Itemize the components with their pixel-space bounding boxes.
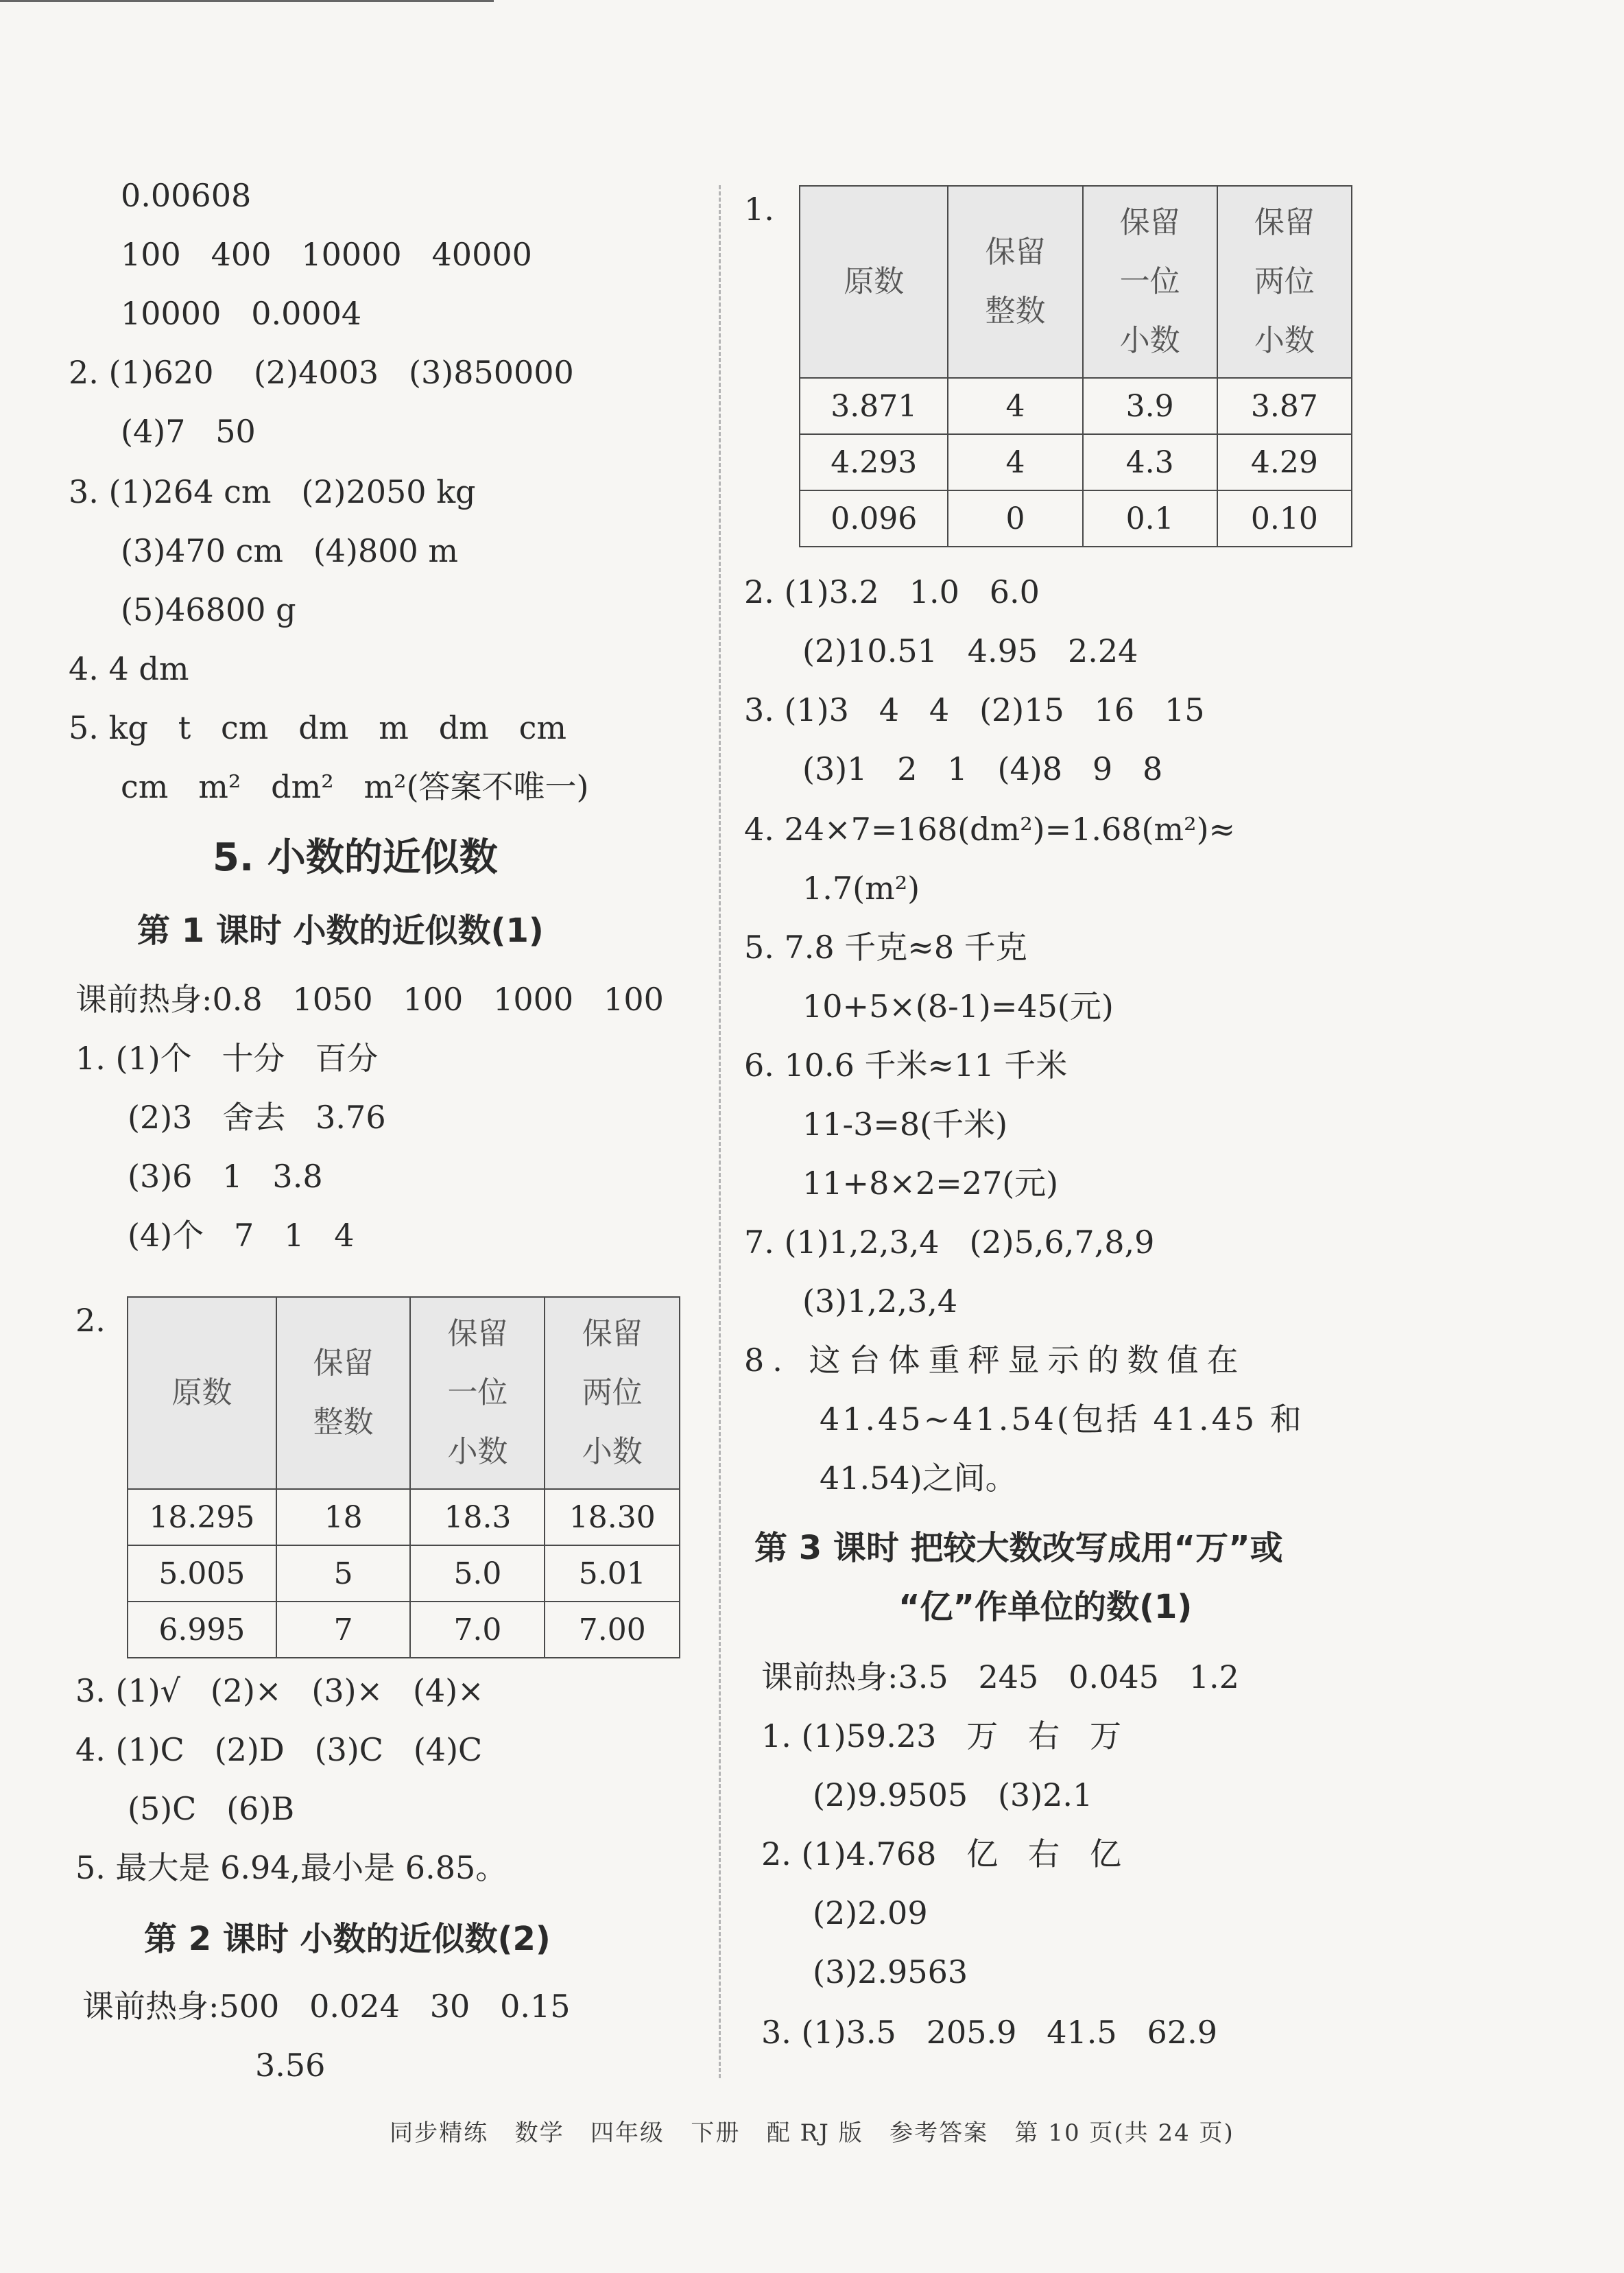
answer-line: (5)C (6)B — [128, 1790, 295, 1827]
table-cell: 7.00 — [545, 1602, 680, 1658]
question-number: 2. — [75, 1302, 106, 1339]
answer-line: 1. (1)59.23 万 右 万 — [761, 1717, 1121, 1754]
table-header: 原数 — [800, 186, 948, 378]
answer-line: 41.54)之间。 — [820, 1460, 1017, 1497]
table-row — [128, 1545, 680, 1602]
table-cell: 18.30 — [545, 1489, 680, 1545]
table-cell: 5.0 — [410, 1545, 545, 1602]
table-header-text: 保留 两位 小数 — [582, 1316, 643, 1469]
answer-line: cm m² dm² m²(答案不唯一) — [121, 768, 589, 805]
table-row — [128, 1489, 680, 1545]
table-cell: 0.096 — [800, 490, 948, 547]
table-cell: 4 — [948, 434, 1082, 490]
lesson-title: 第 3 课时 把较大数改写成用“万”或 — [754, 1529, 1283, 1567]
answer-line: 11+8×2=27(元) — [802, 1165, 1059, 1202]
answer-line: (2)9.9505 (3)2.1 — [813, 1776, 1093, 1813]
answer-line: 0.00608 — [121, 177, 252, 214]
answer-line: (3)1,2,3,4 — [802, 1283, 958, 1320]
answer-line: 2. (1)4.768 亿 右 亿 — [761, 1835, 1121, 1872]
top-rule — [0, 0, 494, 2]
answer-line: (2)2.09 — [813, 1894, 928, 1931]
answer-line: 11-3=8(千米) — [802, 1106, 1008, 1143]
table-header — [948, 186, 1082, 378]
table-header-text: 保留 整数 — [985, 235, 1046, 329]
table-cell: 4.3 — [1083, 434, 1217, 490]
table-cell: 0.1 — [1083, 490, 1217, 547]
answer-line: 课前热身:500 0.024 30 0.15 — [82, 1988, 571, 2025]
answer-line: 1. (1)个 十分 百分 — [75, 1040, 379, 1077]
table-cell: 3.871 — [800, 378, 948, 434]
answer-line: 7. (1)1,2,3,4 (2)5,6,7,8,9 — [744, 1224, 1155, 1261]
table-cell: 7 — [276, 1602, 411, 1658]
page-footer: 同步精练 数学 四年级 下册 配 RJ 版 参考答案 第 10 页(共 24 页) — [390, 2119, 1234, 2147]
table-cell: 4.293 — [800, 434, 948, 490]
answer-line: 3. (1)√ (2)× (3)× (4)× — [75, 1672, 484, 1709]
answer-line: (2)3 舍去 3.76 — [128, 1099, 386, 1136]
answer-line: 6. 10.6 千米≈11 千米 — [744, 1047, 1068, 1084]
answer-line: 41.45~41.54(包括 41.45 和 — [820, 1401, 1304, 1438]
answer-line: 4. 24×7=168(dm²)=1.68(m²)≈ — [744, 811, 1236, 848]
answer-line: 5. 7.8 千克≈8 千克 — [744, 929, 1027, 966]
table-header — [1217, 186, 1352, 378]
answer-line: 2. (1)3.2 1.0 6.0 — [744, 573, 1040, 610]
answer-line: 4. (1)C (2)D (3)C (4)C — [75, 1731, 483, 1768]
answer-line: 8. 这台体重秤显示的数值在 — [744, 1342, 1247, 1379]
table-cell: 0.10 — [1217, 490, 1352, 547]
answer-line: 3. (1)3 4 4 (2)15 16 15 — [744, 691, 1205, 728]
answer-line: 2. (1)620 (2)4003 (3)850000 — [69, 354, 574, 391]
table-cell: 18.295 — [128, 1489, 276, 1545]
answer-line: (3)1 2 1 (4)8 9 8 — [802, 750, 1163, 787]
answer-line: (3)6 1 3.8 — [128, 1158, 323, 1195]
answer-line: 100 400 10000 40000 — [121, 236, 532, 273]
answer-line: 3. (1)264 cm (2)2050 kg — [69, 473, 476, 510]
column-divider — [719, 185, 721, 2078]
table-cell: 3.87 — [1217, 378, 1352, 434]
table-cell: 5.005 — [128, 1545, 276, 1602]
table-header — [410, 1297, 545, 1489]
table-cell: 5.01 — [545, 1545, 680, 1602]
table-cell: 4 — [948, 378, 1082, 434]
answer-line: 4. 4 dm — [69, 650, 189, 687]
table-cell: 0 — [948, 490, 1082, 547]
table-row — [800, 378, 1352, 434]
answer-line: (4)7 50 — [121, 413, 256, 450]
answer-line: (3)2.9563 — [813, 1953, 968, 1990]
answer-line: 课前热身:0.8 1050 100 1000 100 — [75, 981, 664, 1018]
answer-line: 10000 0.0004 — [121, 295, 362, 332]
rounding-table — [127, 1296, 680, 1658]
table-row — [800, 434, 1352, 490]
table-header: 原数 — [128, 1297, 276, 1489]
question-number: 1. — [744, 191, 774, 228]
rounding-table — [799, 185, 1352, 547]
lesson-title: 第 1 课时 小数的近似数(1) — [137, 912, 544, 950]
table-header-text: 保留 整数 — [313, 1346, 374, 1440]
table-header — [545, 1297, 680, 1489]
answer-line: (5)46800 g — [121, 591, 296, 628]
answer-line: 3.56 — [255, 2047, 326, 2084]
table-header — [1083, 186, 1217, 378]
lesson-title: “亿”作单位的数(1) — [898, 1588, 1193, 1626]
table-cell: 18.3 — [410, 1489, 545, 1545]
answer-line: (2)10.51 4.95 2.24 — [802, 632, 1138, 669]
answer-line: 1.7(m²) — [802, 870, 920, 907]
table-header-text: 保留 一位 小数 — [1119, 205, 1180, 358]
table-cell: 5 — [276, 1545, 411, 1602]
answer-line: (3)470 cm (4)800 m — [121, 532, 459, 569]
table-cell: 6.995 — [128, 1602, 276, 1658]
answer-line: 5. 最大是 6.94,最小是 6.85。 — [75, 1849, 508, 1886]
table-cell: 3.9 — [1083, 378, 1217, 434]
table-header-text: 保留 两位 小数 — [1254, 205, 1315, 358]
table-row — [800, 490, 1352, 547]
answer-line: (4)个 7 1 4 — [128, 1217, 355, 1254]
lesson-title: 第 2 课时 小数的近似数(2) — [144, 1920, 551, 1958]
answer-line: 课前热身:3.5 245 0.045 1.2 — [761, 1658, 1239, 1695]
table-header — [276, 1297, 411, 1489]
table-cell: 18 — [276, 1489, 411, 1545]
table-header-text: 保留 一位 小数 — [447, 1316, 508, 1469]
section-title: 5. 小数的近似数 — [213, 835, 498, 880]
answer-line: 3. (1)3.5 205.9 41.5 62.9 — [761, 2014, 1217, 2051]
table-cell: 7.0 — [410, 1602, 545, 1658]
answer-line: 10+5×(8-1)=45(元) — [802, 988, 1114, 1025]
table-row — [128, 1602, 680, 1658]
table-cell: 4.29 — [1217, 434, 1352, 490]
answer-line: 5. kg t cm dm m dm cm — [69, 709, 567, 746]
